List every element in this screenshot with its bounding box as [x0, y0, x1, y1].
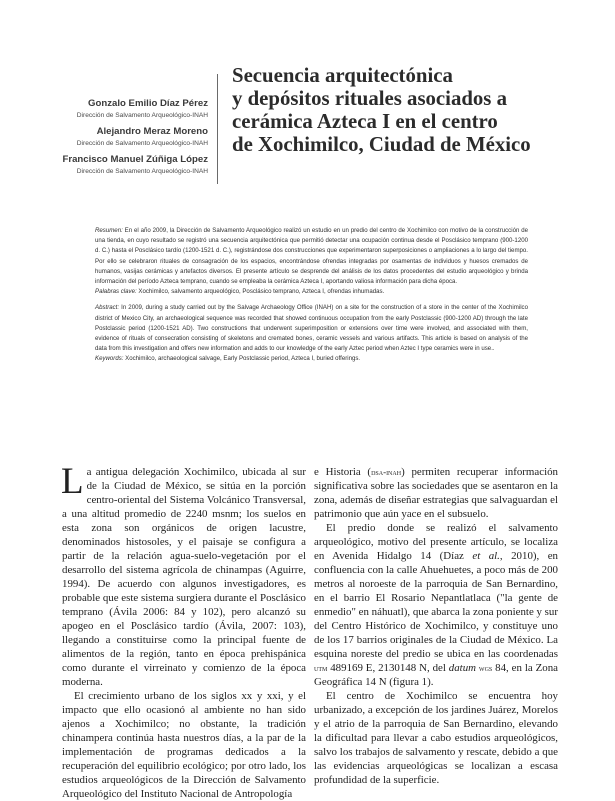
- author-name: Francisco Manuel Zúñiga López: [62, 154, 208, 165]
- institution-abbr: dsa-inah: [371, 467, 402, 477]
- body-column-right: [314, 465, 558, 787]
- author-name: Alejandro Meraz Moreno: [96, 126, 208, 137]
- author-entry: [50, 126, 208, 149]
- paragraph-text: 84, en la Zona Geográfica 14 N (figura 1).: [314, 662, 558, 688]
- body-paragraph: El crecimiento urbano de los siglos xx y xxi, y el impacto que ello ocasionó al ambiente no han sido ajenos a Xochimilco; no obstante, la tradición chinampera continúa hasta nuestros días, a la par de la implementación de programas dedicados a la recuperación del equilibrio ecológico; por otro lado, los estudios arqueológicos de la Dirección de Salvamento Arqueológico del Instituto Nacional de Antropología: [62, 690, 306, 800]
- title-divider: [217, 74, 218, 184]
- palabras-clave: [95, 287, 528, 297]
- keywords: [95, 354, 528, 364]
- abstract-label: Abstract:: [95, 304, 120, 312]
- body-paragraph: El centro de Xochimilco se encuentra hoy urbanizado, a excepción de los jardines Juárez, Morelos y el atrio de la parroquia de San Bernardino, elevando la dificultad para llevar a cabo estudios arqueológicos, salvo los trabajos de salvamento y rescate, debido a que las evidencias arqueológicas se localizan a escasa profundidad de la superficie.: [314, 690, 558, 786]
- title-line: y depósitos rituales asociados a: [232, 87, 508, 110]
- article-title: [232, 64, 582, 156]
- paragraph-text: , 2010), en confluencia con la calle Ahuehuetes, a poco más de 200 metros al noroeste de la parroquia de San Bernardino, en el barrio El Rosario Nepantlatlaca ("la gente de enmedio" en náhuatl), que abarca la zona poniente y sur del Centro Histórico de Xochimilco, y constituye uno de los 17 barrios originales de la Ciudad de México. La esquina noreste del predio se ubica en las coordenadas: [314, 550, 559, 660]
- author-affiliation: Dirección de Salvamento Arqueológico-INAH: [76, 112, 208, 119]
- palabras-clave-label: Palabras clave:: [95, 288, 137, 296]
- title-line: cerámica Azteca I en el centro: [232, 110, 498, 133]
- body-paragraph: [61, 461, 306, 689]
- drop-cap: L: [61, 461, 84, 502]
- author-affiliation: Dirección de Salvamento Arqueológico-INAH: [76, 140, 208, 147]
- paragraph-text: ) permiten recuperar información significativa sobre las sociedades que se asentaron en la zona, además de diseñar estrategias que salvaguardan el patrimonio que aún yace en el subsuelo.: [314, 466, 558, 520]
- author-entry: [50, 154, 208, 177]
- body-paragraph: [314, 521, 558, 689]
- author-affiliation: Dirección de Salvamento Arqueológico-INAH: [76, 168, 208, 175]
- body-paragraph: [314, 465, 558, 521]
- paragraph-text: El predio donde se realizó el salvamento arqueológico, motivo del presente artículo, se localiza en Avenida Hidalgo 14 (Díaz: [314, 522, 558, 562]
- wgs-abbr: wgs: [478, 663, 493, 673]
- author-entry: [50, 98, 208, 121]
- paragraph-text: e Historia (: [314, 466, 372, 478]
- paragraph-text: a antigua delegación Xochimilco, ubicada al sur de la Ciudad de México, se sitúa en la porción centro-oriental del Sistema Volcánico Transversal, a una altitud promedio de 2240 msnm; los suelos en esta zona son orgánicos de origen lacustre, denominados histosoles, y el paisaje se configura a partir de la relación agua-suelo-vegetación por el desarrollo del sistema agrícola de chinampas (Aguirre, 1994). De acuerdo con algunos investigadores, es probable que este sistema surgiera durante el Posclásico temprano (Ávila 2006: 84 y 102), pero alcanzó su apogeo en el Posclásico tardío (Ávila, 2007: 103), llegando a constituirse como la principal fuente de alimentos de la región, tanto en época prehispánica como durante el virreinato y comienzo de la época moderna.: [62, 466, 306, 688]
- author-name: Gonzalo Emilio Díaz Pérez: [88, 98, 208, 109]
- keywords-text: Xochimilco, archaeological salvage, Early Postclassic period, Azteca I, buried offerings.: [125, 355, 361, 363]
- et-al: et al.: [472, 550, 500, 562]
- keywords-label: Keywords:: [95, 355, 124, 363]
- utm-abbr: utm: [314, 663, 328, 673]
- resumen-text: En el año 2009, la Dirección de Salvamento Arqueológico realizó un estudio en un predio del centro de Xochimilco con motivo de la construcción de una tienda, en cuyo resultado se registró una secuencia arquitectónica que permitió detectar una ocupación continua desde el Posclásico temprano (900-1200 d. C.) hasta el Posclásico tardío (1200-1521 d. C.), registrándose dos construcciones que experimentaron superposiciones o ampliaciones a lo largo del tiempo. Por ello se celebraron rituales de consagración de los espacios, encontrándose ofrendas integradas por osamentas de individuos y huesos cremados de humanos, vasijas cerámicas y artefactos diversos. El presente artículo se desprende del análisis de los datos procedentes del estudio arqueológico y brinda información del período Azteca temprano, cuando se empleaba la cerámica Azteca I, aportando valiosa información para dicha época.: [95, 227, 528, 286]
- title-line: Secuencia arquitectónica: [232, 64, 453, 87]
- paragraph-text: 489169 E, 2130148 N, del: [327, 662, 449, 674]
- abstracts-block: [95, 226, 528, 365]
- body-column-left: [61, 461, 306, 801]
- author-list: [50, 98, 208, 182]
- resumen-label: Resumen:: [95, 227, 123, 234]
- abstract-text: In 2009, during a study carried out by the Salvage Archaeology Office (INAH) on a site for the construction of a store in the center of the Xochimilco district of Mexico City, an archaeological sequence was recorded that showed continuous occupation from the early Postclassic (900-1200 AD) through the late Postclassic period (1200-1521 AD). Two constructions that underwent superimposition or extensions over time were involved, and associated with them, evidence of rituals of consecration consisting of skeletons and cremated bones, ceramic vessels and various artifacts. This article is based on analysis of the data from this investigation and offers new information and adds to our knowledge of the early Aztec period when Aztec I type ceramics were in use..: [95, 304, 528, 353]
- title-line: de Xochimilco, Ciudad de México: [232, 133, 531, 156]
- resumen-paragraph: [95, 226, 528, 287]
- palabras-clave-text: Xochimilco, salvamento arqueológico, Posclásico temprano, Azteca I, ofrendas inhumadas.: [138, 288, 385, 296]
- abstract-paragraph: [95, 303, 528, 354]
- datum-term: datum: [448, 662, 477, 674]
